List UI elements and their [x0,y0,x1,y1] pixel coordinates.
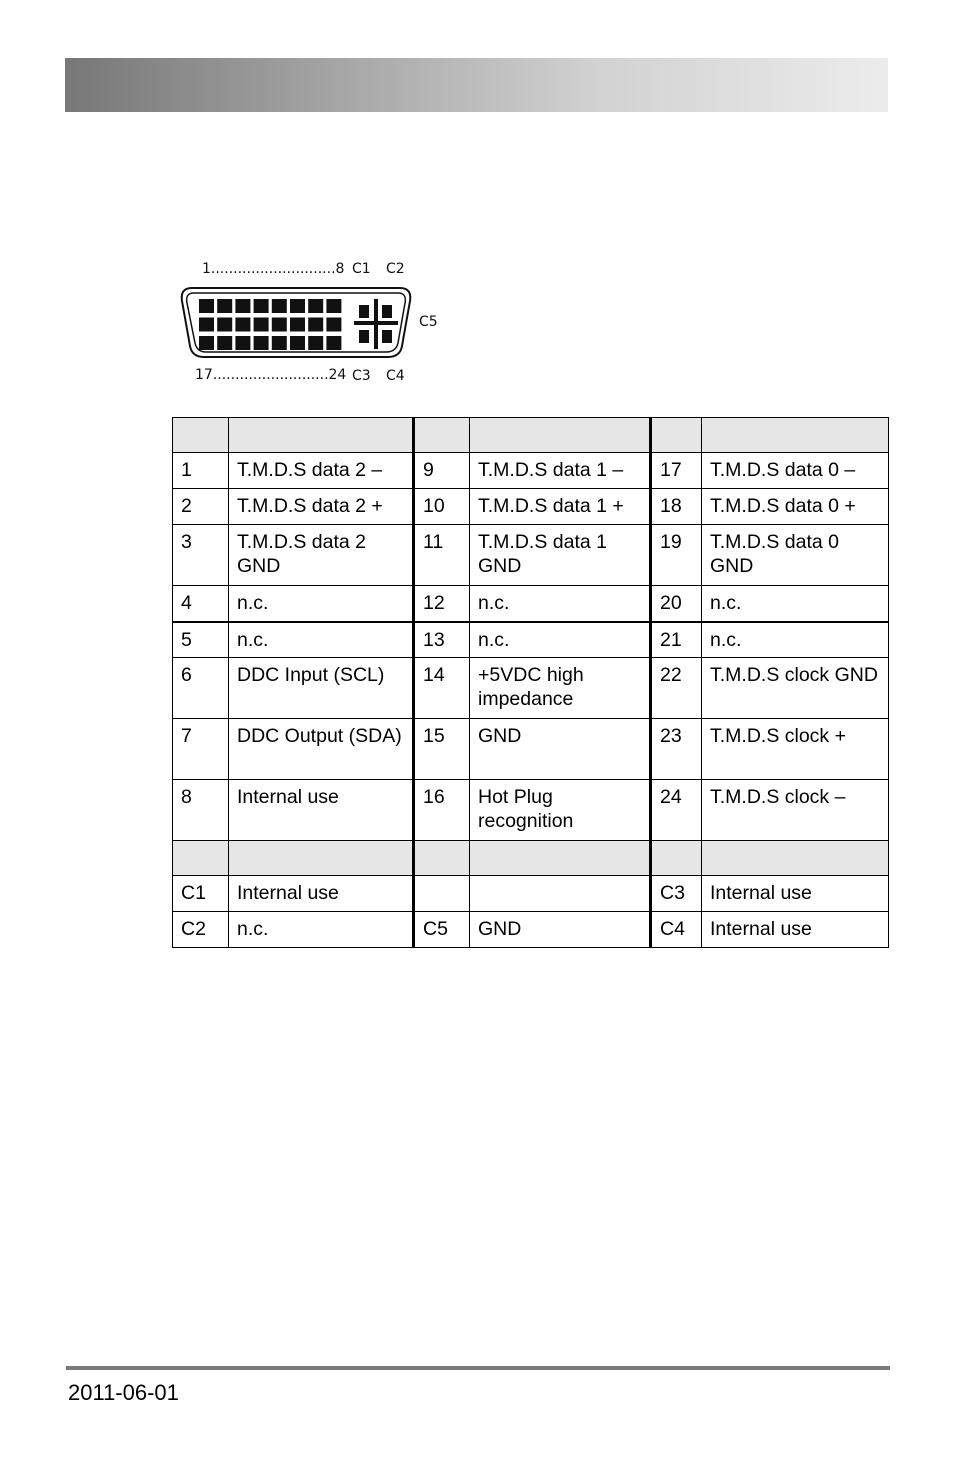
pin-number-cell: 22 [651,658,702,719]
signal-cell: T.M.D.S data 2 GND [229,525,414,586]
connector-pin [272,336,287,350]
signal-cell: T.M.D.S clock – [702,780,889,841]
signal-cell: n.c. [470,586,651,622]
connector-pin [235,336,250,350]
signal-cell: T.M.D.S clock + [702,719,889,780]
signal-cell: n.c. [229,622,414,658]
signal-cell: T.M.D.S data 1 + [470,489,651,525]
connector-pin [217,299,232,313]
pin-c2-label: C2 [386,261,405,277]
signal-cell: Internal use [702,876,889,912]
signal-cell [470,876,651,912]
pin-number-cell: 21 [651,622,702,658]
connector-pin [308,336,323,350]
signal-cell: Internal use [229,876,414,912]
footer-date: 2011-06-01 [68,1380,179,1405]
connector-pin [272,318,287,332]
signal-cell: n.c. [702,622,889,658]
signal-cell: n.c. [229,912,414,948]
connector-pin [272,299,287,313]
signal-cell: Internal use [229,780,414,841]
signal-cell: n.c. [702,586,889,622]
pin-number-cell: 1 [173,453,229,489]
signal-cell: Internal use [702,912,889,948]
connector-pin [308,318,323,332]
table-cell [651,841,702,876]
signal-cell: GND [470,719,651,780]
table-cell [702,841,889,876]
connector-pin [217,318,232,332]
pin-c4-label: C4 [386,368,405,384]
connector-pin [235,299,250,313]
connector-pin [290,299,305,313]
pin-number-cell: 4 [173,586,229,622]
connector-pin [199,299,214,313]
connector-pin [326,318,341,332]
connector-pin [326,336,341,350]
table-cell [470,841,651,876]
table-row [173,622,889,658]
signal-cell: T.M.D.S data 2 – [229,453,414,489]
connector-pin [290,336,305,350]
pin-number-cell: 2 [173,489,229,525]
pin-number-cell: 5 [173,622,229,658]
signal-cell: T.M.D.S data 0 + [702,489,889,525]
pin-number-cell: 10 [414,489,470,525]
connector-pin [199,318,214,332]
dvi-socket-outline [170,255,460,395]
pins-17-24-label: 17..........................24 [195,367,347,383]
table-cell [173,841,229,876]
signal-cell: +5VDC high impedance [470,658,651,719]
dvi-connector-diagram [170,255,460,395]
table-row [173,489,889,525]
connector-pin [254,318,269,332]
header-band [65,58,888,112]
dvi-pinout-table [172,417,889,948]
signal-cell: T.M.D.S clock GND [702,658,889,719]
pin-number-cell: 3 [173,525,229,586]
pin-number-cell: 17 [651,453,702,489]
pin-number-cell: 11 [414,525,470,586]
table-cell [651,418,702,453]
table-row [173,780,889,841]
connector-pin [290,318,305,332]
pin-number-cell: 6 [173,658,229,719]
table-row [173,876,889,912]
connector-pin [199,336,214,350]
pin-number-cell: C2 [173,912,229,948]
table-cell [414,418,470,453]
table-row [173,912,889,948]
table-blank-row [173,418,889,453]
signal-cell: n.c. [470,622,651,658]
pin-number-cell: 12 [414,586,470,622]
table-row [173,525,889,586]
connector-pin [235,318,250,332]
pin-number-cell: 9 [414,453,470,489]
pin-number-cell: 24 [651,780,702,841]
pin-number-cell: C5 [414,912,470,948]
pin-number-cell: 18 [651,489,702,525]
footer-rule [66,1366,890,1370]
table-cell [414,841,470,876]
connector-pin [326,299,341,313]
connector-pin [308,299,323,313]
table-cell [229,418,414,453]
signal-cell: Hot Plug recognition [470,780,651,841]
signal-cell: T.M.D.S data 0 – [702,453,889,489]
pin-c3-label: C3 [352,368,371,384]
pin-number-cell: 15 [414,719,470,780]
table-cell [229,841,414,876]
table-row [173,453,889,489]
pin-number-cell: 23 [651,719,702,780]
signal-cell: DDC Input (SCL) [229,658,414,719]
connector-pin [217,336,232,350]
signal-cell: DDC Output (SDA) [229,719,414,780]
table-cell [702,418,889,453]
signal-cell: GND [470,912,651,948]
signal-cell: T.M.D.S data 1 – [470,453,651,489]
table-cell [470,418,651,453]
pin-number-cell: 8 [173,780,229,841]
table-row [173,586,889,622]
pin-number-cell: 19 [651,525,702,586]
table-blank-row [173,841,889,876]
pin-number-cell [414,876,470,912]
table-row [173,719,889,780]
pin-number-cell: C3 [651,876,702,912]
connector-pin [254,299,269,313]
pins-1-8-label: 1............................8 [202,261,345,277]
pin-number-cell: C1 [173,876,229,912]
pin-c5-label: C5 [419,314,438,330]
signal-cell: T.M.D.S data 0 GND [702,525,889,586]
signal-cell: T.M.D.S data 1 GND [470,525,651,586]
pin-c1-label: C1 [352,261,371,277]
pin-number-cell: C4 [651,912,702,948]
pin-number-cell: 7 [173,719,229,780]
table-cell [173,418,229,453]
table-row [173,658,889,719]
pin-number-cell: 13 [414,622,470,658]
pin-number-cell: 14 [414,658,470,719]
pin-number-cell: 16 [414,780,470,841]
pin-number-cell: 20 [651,586,702,622]
connector-pin [254,336,269,350]
signal-cell: n.c. [229,586,414,622]
signal-cell: T.M.D.S data 2 + [229,489,414,525]
